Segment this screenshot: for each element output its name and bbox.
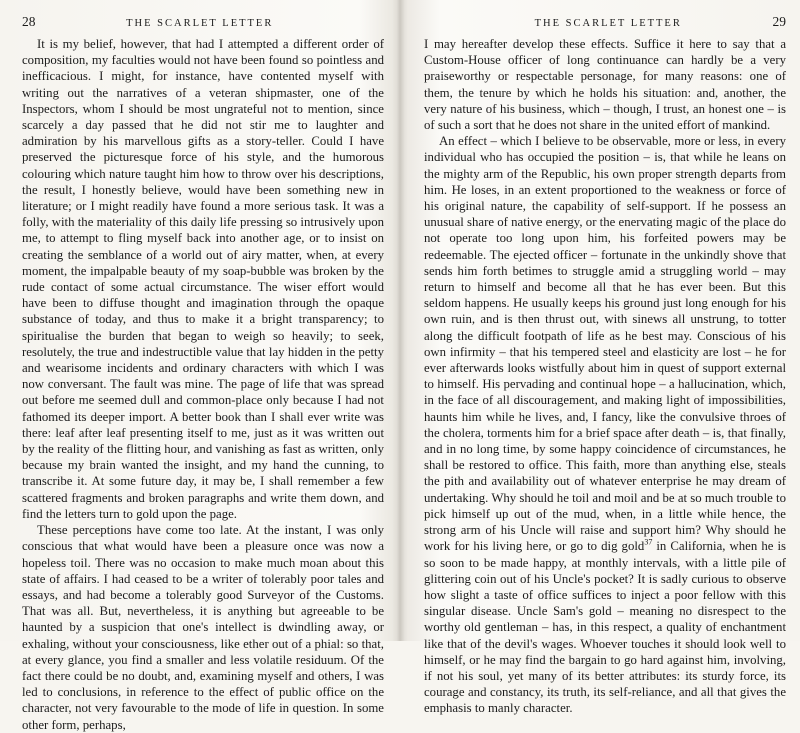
left-page-body	[22, 36, 384, 733]
paragraph-text: in California, when he is so soon to be made happy, at monthly intervals, with a little pile of glittering coin out of his Uncle's pocket? It is sadly curious to observe how slight a taste of office suffices to inject a poor fellow with this singular disease. Uncle Sam's gold – meaning no disrespect to the worthy old gentleman – has, in this respect, a quality of enchantment like that of the devil's wages. Whoever touches it should look well to himself, or he may find the bargain to go hard against him, involving, if not his soul, yet many of its better attributes: its sturdy force, its courage and constancy, its truth, its self-reliance, and all that gives the emphasis to manly character.	[424, 539, 786, 716]
paragraph	[424, 133, 786, 716]
left-page	[0, 0, 400, 732]
right-page	[400, 0, 800, 716]
running-head: THE SCARLET LETTER	[534, 18, 682, 29]
paragraph-text: An effect – which I believe to be observable, more or less, in every individual who has occupied the position – is, that while he leans on the mighty arm of the Republic, his own proper strength departs from him. He loses, in an extent proportioned to the weakness or force of his original nature, the capability of self-support. If he possess an unusual share of native energy, or the enervating magic of the place do not operate too long upon him, his forfeited powers may be redeemable. The ejected officer – fortunate in the unkindly shove that sends him forth betimes to struggle amid a struggling world – may return to himself and become all that he has ever been. But this seldom happens. He usually keeps his ground just long enough for his own ruin, and is then thrust out, with sinews all unstrung, to totter along the difficult footpath of life as he best may. Conscious of his own infirmity – that his tempered steel and elasticity are lost – he for ever afterwards looks wistfully about him in quest of support external to himself. His pervading and continual hope – a hallucination, which, in the face of all discouragement, and making light of impossibilities, haunts him while he lives, and, I fancy, like the convulsive throes of the cholera, torments him for a brief space after death – is, that finally, and in no long time, by some happy coincidence of circumstances, he shall be restored to office. This faith, more than anything else, steals the pith and availability out of whatever enterprise he may dream of undertaking. Why should he toil and moil and be at so much trouble to pick himself up out of the mud, when, in a little while hence, the strong arm of his Uncle will raise and support him? Why should he work for his living here, or go to dig gold	[424, 134, 786, 554]
running-head: THE SCARLET LETTER	[126, 18, 274, 29]
left-page-header	[22, 14, 384, 34]
page-number: 28	[22, 14, 36, 29]
paragraph: It is my belief, however, that had I attempted a different order of composition, my faculties would not have been found so pointless and inefficacious. I might, for instance, have contented myself with writing out the narratives of a veteran shipmaster, one of the Inspectors, whom I should be most ungrateful not to mention, since scarcely a day passed that he did not stir me to laughter and admiration by his marvellous gifts as a story-teller. Could I have preserved the picturesque force of his style, and the humorous colouring which nature taught him how to throw over his descriptions, the result, I honestly believe, would have been something new in literature; or I might readily have found a more serious task. It was a folly, with the materiality of this daily life pressing so intrusively upon me, to attempt to fling myself back into another age, or to insist on creating the semblance of a world out of airy matter, when, at every moment, the impalpable beauty of my soap-bubble was broken by the rude contact of some actual circumstance. The wiser effort would have been to diffuse thought and imagination through the opaque substance of today, and thus to make it a bright transparency; to spiritualise the burden that began to weigh so heavily; to seek, resolutely, the true and indestructible value that lay hidden in the petty and wearisome incidents and ordinary characters with which I was now conversant. The fault was mine. The page of life that was spread out before me seemed dull and common-place only because I had not fathomed its deeper import. A better book than I shall ever write was there: leaf after leaf presenting itself to me, just as it was written out by the reality of the flitting hour, and vanishing as fast as written, only because my brain wanted the insight, and my hand the cunning, to transcribe it. At some future day, it may be, I shall remember a few scattered fragments and broken paragraphs and write them down, and find the letters turn to gold upon the page.	[22, 37, 384, 521]
right-page-body	[424, 36, 786, 717]
page-number: 29	[772, 14, 786, 29]
paragraph: These perceptions have come too late. At the instant, I was only conscious that what would have been a pleasure once was now a hopeless toil. There was no occasion to make much moan about this state of affairs. I had ceased to be a writer of tolerably poor tales and essays, and had become a tolerably good Surveyor of the Customs. That was all. But, nevertheless, it is anything but agreeable to be haunted by a suspicion that one's intellect is dwindling away, or exhaling, without your consciousness, like ether out of a phial: so that, at every glance, you find a smaller and less volatile residuum. Of the fact there could be no doubt, and, examining myself and others, I was led to conclusions, in reference to the effect of public office on the character, not very favourable to the mode of life in question. In some other form, perhaps,	[22, 523, 384, 732]
footnote-marker[interactable]: 37	[644, 538, 653, 548]
right-page-header	[424, 14, 786, 34]
paragraph: I may hereafter develop these effects. Suffice it here to say that a Custom-House officer of long continuance can hardly be a very praiseworthy or respectable personage, for many reasons: one of them, the tenure by which he holds his situation: and, another, the very nature of his business, which – though, I trust, an honest one – is of such a sort that he does not share in the united effort of mankind.	[424, 37, 786, 133]
